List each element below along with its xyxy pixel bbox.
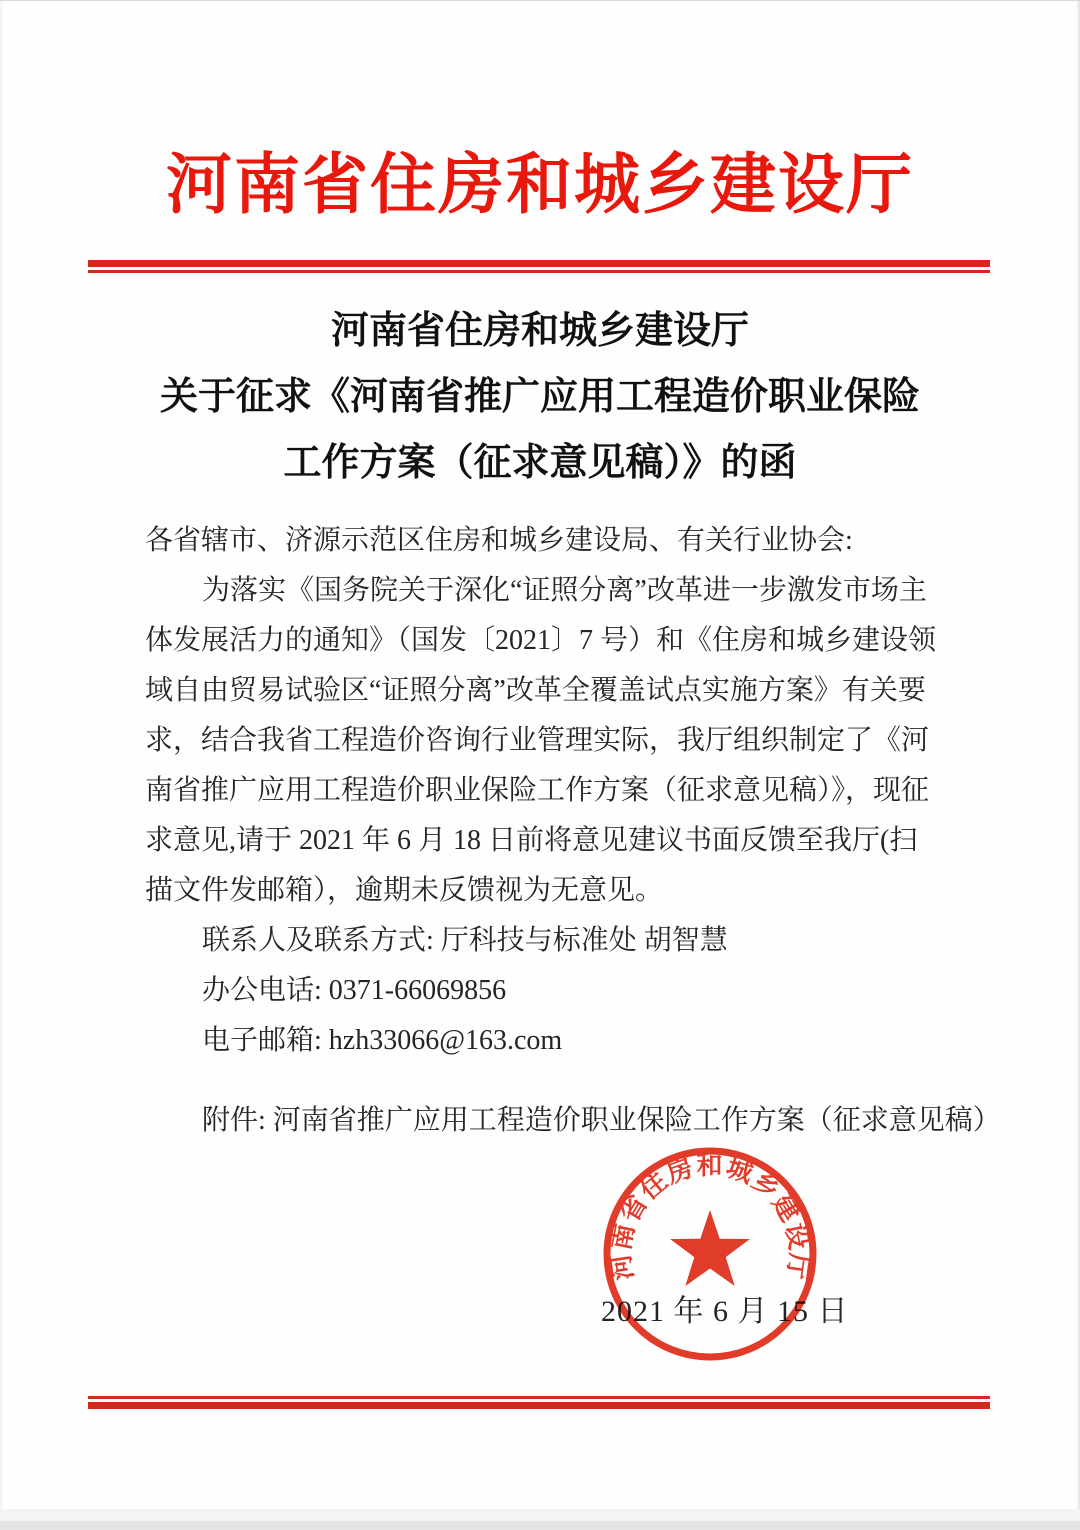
document-title-line: 关于征求《河南省推广应用工程造价职业保险 (159, 376, 920, 418)
letterhead-title: 河南省住房和城乡建设厅 (166, 149, 914, 222)
document-title-line: 工作方案（征求意见稿）》的函 (283, 442, 797, 484)
body-line: 描文件发邮箱），逾期未反馈视为无意见。 (145, 875, 664, 906)
contact-line: 联系人及联系方式: 厅科技与标准处 胡智慧 (202, 925, 728, 956)
body-line: 求意见,请于 2021 年 6 月 18 日前将意见建议书面反馈至我厅(扫 (145, 825, 918, 856)
page-bottom-edge (0, 1521, 1080, 1530)
letterhead-divider-rule (88, 260, 990, 273)
body-line: 求，结合我省工程造价咨询行业管理实际，我厅组织制定了《河 (145, 725, 930, 756)
body-line: 体发展活力的通知》（国发〔2021〕7 号）和《住房和城乡建设领 (145, 625, 937, 656)
page-bottom-edge-light (0, 1509, 1080, 1521)
official-seal (600, 1144, 820, 1364)
salutation-line: 各省辖市、济源示范区住房和城乡建设局、有关行业协会: (145, 525, 853, 556)
body-line: 为落实《国务院关于深化“证照分离”改革进一步激发市场主 (202, 575, 927, 606)
body-line: 域自由贸易试验区“证照分离”改革全覆盖试点实施方案》有关要 (145, 675, 926, 706)
seal-ring-text: 河南省住房和城乡建设厅 (606, 1151, 814, 1283)
contact-email-line: 电子邮箱: hzh33066@163.com (202, 1025, 563, 1056)
letter-body (145, 516, 1001, 1146)
document-title-line: 河南省住房和城乡建设厅 (330, 310, 749, 352)
body-line: 南省推广应用工程造价职业保险工作方案（征求意见稿）》，现征 (145, 775, 930, 806)
footer-divider-rule (88, 1396, 990, 1409)
contact-phone-line: 办公电话: 0371-66069856 (202, 975, 507, 1006)
document-title (0, 298, 1080, 496)
star-icon (670, 1210, 750, 1286)
document-date: 2021 年 6 月 15 日 (601, 1295, 849, 1328)
attachment-line: 附件: 河南省推广应用工程造价职业保险工作方案（征求意见稿） (202, 1105, 1001, 1136)
